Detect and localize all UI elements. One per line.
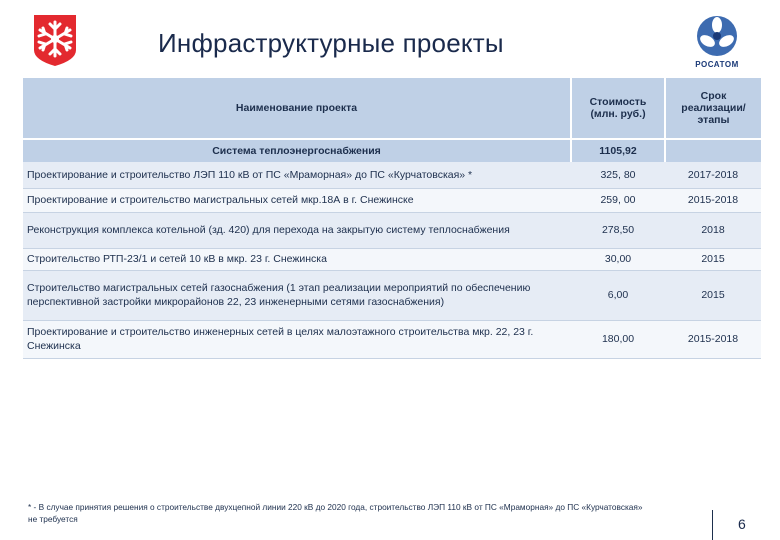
table-row bbox=[23, 188, 761, 212]
project-term: 2015-2018 bbox=[665, 320, 761, 358]
project-cost: 6,00 bbox=[571, 270, 665, 320]
header-term: Срок реализации/ этапы bbox=[665, 78, 761, 139]
project-term: 2015 bbox=[665, 248, 761, 270]
page-number-divider bbox=[712, 510, 713, 540]
project-term: 2018 bbox=[665, 212, 761, 248]
project-name: Проектирование и строительство магистральных сетей мкр.18А в г. Снежинске bbox=[23, 188, 571, 212]
section-name: Система теплоэнергоснабжения bbox=[23, 139, 571, 162]
page-title: Инфраструктурные проекты bbox=[158, 28, 504, 58]
project-cost: 259, 00 bbox=[571, 188, 665, 212]
rosatom-atom-icon bbox=[684, 12, 750, 60]
project-cost: 30,00 bbox=[571, 248, 665, 270]
table-header-row bbox=[23, 78, 761, 139]
header-cost: Стоимость (млн. руб.) bbox=[571, 78, 665, 139]
project-name: Строительство магистральных сетей газоснабжения (1 этап реализации мероприятий по обеспечению перспективной застройки микрорайонов 22, 23 инженерными сетями газоснабжения) bbox=[23, 270, 571, 320]
project-name: Проектирование и строительство ЛЭП 110 кВ от ПС «Мраморная» до ПС «Курчатовская» * bbox=[23, 162, 571, 188]
project-cost: 278,50 bbox=[571, 212, 665, 248]
snowflake-emblem-icon bbox=[30, 12, 80, 68]
table-row bbox=[23, 248, 761, 270]
section-row bbox=[23, 139, 761, 162]
project-cost: 180,00 bbox=[571, 320, 665, 358]
project-name: Проектирование и строительство инженерных сетей в целях малоэтажного строительства мкр. 22, 23 г. Снежинска bbox=[23, 320, 571, 358]
project-term: 2015-2018 bbox=[665, 188, 761, 212]
table-row bbox=[23, 212, 761, 248]
project-name: Реконструкция комплекса котельной (зд. 420) для перехода на закрытую систему теплоснабжения bbox=[23, 212, 571, 248]
table-row bbox=[23, 162, 761, 188]
project-term: 2017-2018 bbox=[665, 162, 761, 188]
page-number: 6 bbox=[738, 516, 746, 532]
rosatom-wordmark: РОСАТОМ bbox=[695, 60, 739, 69]
project-name: Строительство РТП-23/1 и сетей 10 кВ в мкр. 23 г. Снежинска bbox=[23, 248, 571, 270]
table-row bbox=[23, 320, 761, 358]
project-term: 2015 bbox=[665, 270, 761, 320]
section-term bbox=[665, 139, 761, 162]
header-project-name: Наименование проекта bbox=[23, 78, 571, 139]
projects-table bbox=[23, 78, 761, 359]
project-cost: 325, 80 bbox=[571, 162, 665, 188]
section-cost: 1105,92 bbox=[571, 139, 665, 162]
footnote: * - В случае принятия решения о строительстве двухцепной линии 220 кВ до 2020 года, строительство ЛЭП 110 кВ от ПС «Мраморная» до ПС «Курчатовская» не требуется bbox=[28, 502, 643, 524]
rosatom-logo bbox=[684, 12, 750, 74]
table-row bbox=[23, 270, 761, 320]
